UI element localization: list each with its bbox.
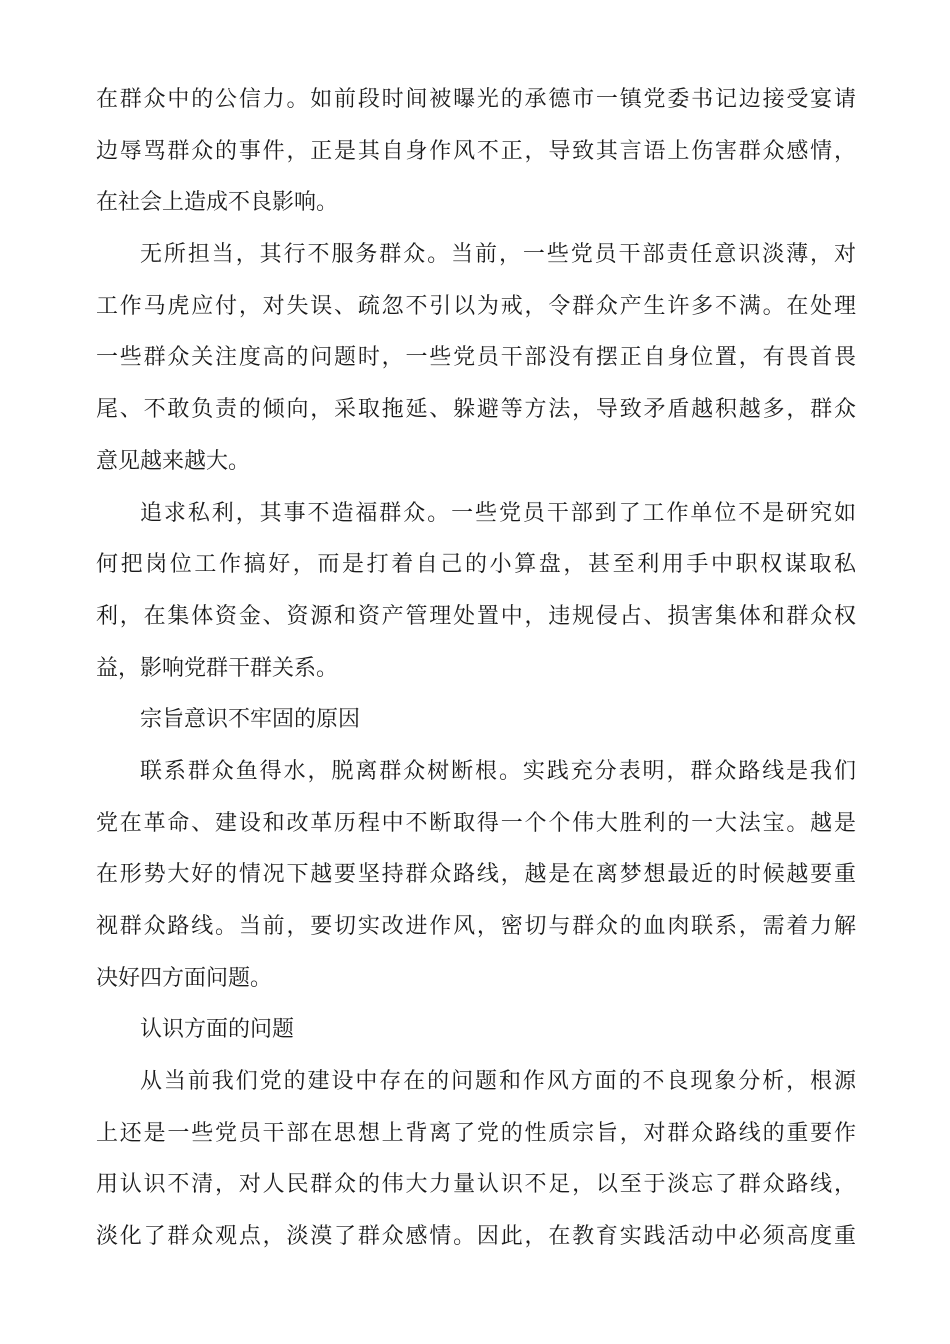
text-line: 党在革命、建设和改革历程中不断取得一个个伟大胜利的一大法宝。越是 [96,810,856,836]
text-line: 决好四方面问题。 [96,965,273,991]
text-line: 在群众中的公信力。如前段时间被曝光的承德市一镇党委书记边接受宴请 [96,87,856,112]
text-line: 无所担当，其行不服务群众。当前，一些党员干部责任意识淡薄，对 [140,242,856,268]
text-line: 上还是一些党员干部在思想上背离了党的性质宗旨，对群众路线的重要作 [96,1120,856,1146]
text-line: 何把岗位工作搞好，而是打着自己的小算盘，甚至利用手中职权谋取私 [96,552,856,578]
text-line: 在社会上造成不良影响。 [96,190,339,216]
paragraph [96,229,856,487]
text-line: 在形势大好的情况下越要坚持群众路线，越是在离梦想最近的时候越要重 [96,862,856,888]
paragraph [96,1056,856,1263]
text-line: 益，影响党群干群关系。 [96,655,339,681]
text-line: 淡化了群众观点，淡漠了群众感情。因此，在教育实践活动中必须高度重 [96,1224,856,1250]
text-line: 工作马虎应付，对失误、疏忽不引以为戒，令群众产生许多不满。在处理 [96,293,856,319]
paragraph [96,74,856,229]
text-line: 意见越来越大。 [96,448,251,474]
text-line: 利，在集体资金、资源和资产管理处置中，违规侵占、损害集体和群众权 [96,603,856,629]
text-line: 联系群众鱼得水，脱离群众树断根。实践充分表明，群众路线是我们 [140,758,856,784]
paragraph [96,488,856,695]
section-heading [96,1004,856,1056]
document-body [96,74,856,1263]
section-heading [96,694,856,746]
heading-text: 认识方面的问题 [140,1017,295,1043]
text-line: 用认识不清，对人民群众的伟大力量认识不足，以至于淡忘了群众路线， [96,1172,856,1198]
text-line: 追求私利，其事不造福群众。一些党员干部到了工作单位不是研究如 [140,500,856,526]
text-line: 视群众路线。当前，要切实改进作风，密切与群众的血肉联系，需着力解 [96,914,856,939]
text-line: 一些群众关注度高的问题时，一些党员干部没有摆正自身位置，有畏首畏 [96,345,856,371]
paragraph [96,746,856,1004]
text-line: 从当前我们党的建设中存在的问题和作风方面的不良现象分析，根源 [140,1069,856,1095]
text-line: 边辱骂群众的事件，正是其自身作风不正，导致其言语上伤害群众感情， [96,138,856,164]
text-line: 尾、不敢负责的倾向，采取拖延、躲避等方法，导致矛盾越积越多，群众 [96,397,856,423]
heading-text: 宗旨意识不牢固的原因 [140,707,361,733]
